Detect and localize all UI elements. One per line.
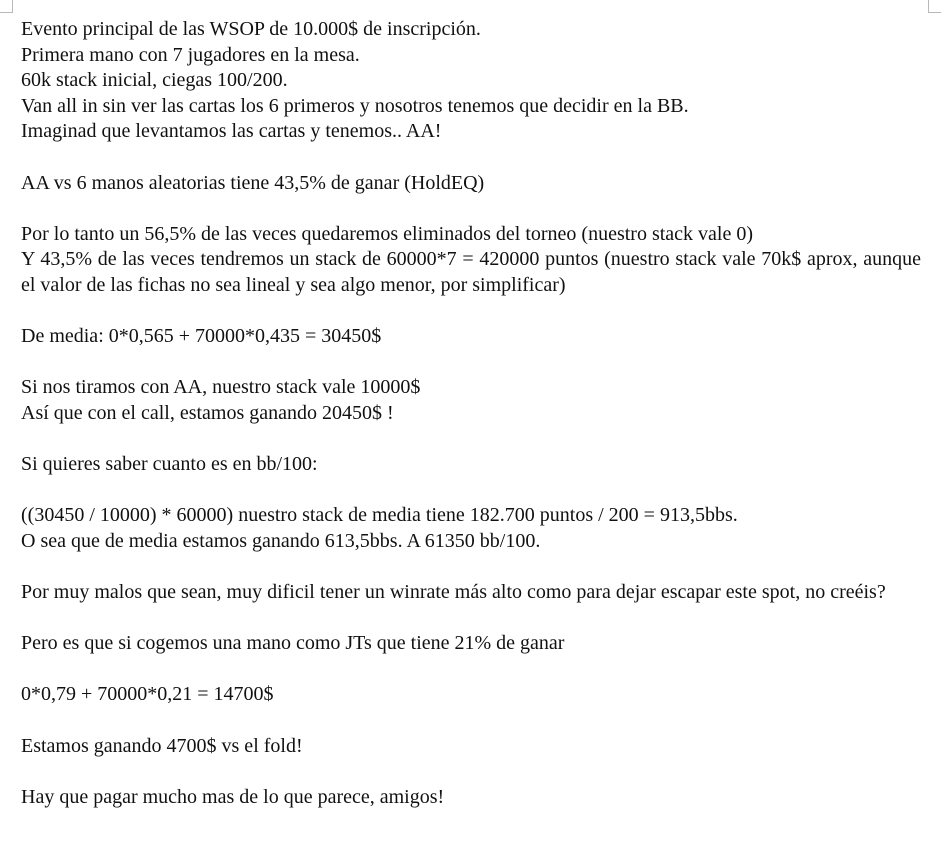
- paragraph-average: [21, 324, 921, 350]
- paragraph-jts-calc: [21, 682, 921, 708]
- text-line-wrapped: Y 43,5% de las veces tendremos un stack de 60000*7 = 420000 puntos (nuestro stack vale 70k$ aprox, aunque el valor de las fichas no sea lineal y sea algo menor, por simplificar): [21, 248, 921, 296]
- text-line: Si quieres saber cuanto es en bb/100:: [21, 453, 318, 476]
- text-line: Imaginad que levantamos las cartas y tenemos.. AA!: [21, 120, 442, 143]
- text-line: Primera mano con 7 jugadores en la mesa.: [21, 43, 360, 66]
- paragraph-fold-value: [21, 375, 921, 426]
- text-line: 0*0,79 + 70000*0,21 = 14700$: [21, 683, 274, 706]
- text-line: Si nos tiramos con AA, nuestro stack vale 10000$: [21, 376, 421, 399]
- paragraph-bb100-question: [21, 452, 921, 478]
- text-line: Evento principal de las WSOP de 10.000$ de inscripción.: [21, 18, 481, 40]
- text-line: Van all in sin ver las cartas los 6 primeros y nosotros tenemos que decidir en la BB.: [21, 94, 689, 117]
- text-line: O sea que de media estamos ganando 613,5bbs. A 61350 bb/100.: [21, 529, 541, 552]
- paragraph-conclusion: [21, 785, 921, 811]
- paragraph-bb100-calc: [21, 503, 921, 554]
- text-line: Así que con el call, estamos ganando 20450$ !: [21, 401, 394, 424]
- paragraph-jts-result: [21, 734, 921, 760]
- text-line: ((30450 / 10000) * 60000) nuestro stack de media tiene 182.700 puntos / 200 = 913,5bbs.: [21, 504, 738, 527]
- page-corner-mark-right: [928, 0, 941, 13]
- text-line: Hay que pagar mucho mas de lo que parece, amigos!: [21, 785, 445, 808]
- text-line: Pero es que si cogemos una mano como JTs que tiene 21% de ganar: [21, 632, 565, 655]
- paragraph-intro: [21, 17, 921, 145]
- page-corner-mark-left: [0, 0, 13, 13]
- paragraph-outcomes: [21, 222, 921, 299]
- paragraph-jts: [21, 631, 921, 657]
- text-line: 60k stack inicial, ciegas 100/200.: [21, 69, 288, 92]
- text-line: AA vs 6 manos aleatorias tiene 43,5% de ganar (HoldEQ): [21, 171, 485, 194]
- paragraph-equity: [21, 171, 921, 197]
- paragraph-winrate: Por muy malos que sean, muy dificil tener un winrate más alto como para dejar escapar este spot, no creéis?: [21, 581, 886, 604]
- text-line: Por lo tanto un 56,5% de las veces quedaremos eliminados del torneo (nuestro stack vale 0): [21, 222, 754, 245]
- document-body[interactable]: [21, 17, 921, 810]
- text-line: De media: 0*0,565 + 70000*0,435 = 30450$: [21, 325, 382, 348]
- text-line: Estamos ganando 4700$ vs el fold!: [21, 734, 303, 757]
